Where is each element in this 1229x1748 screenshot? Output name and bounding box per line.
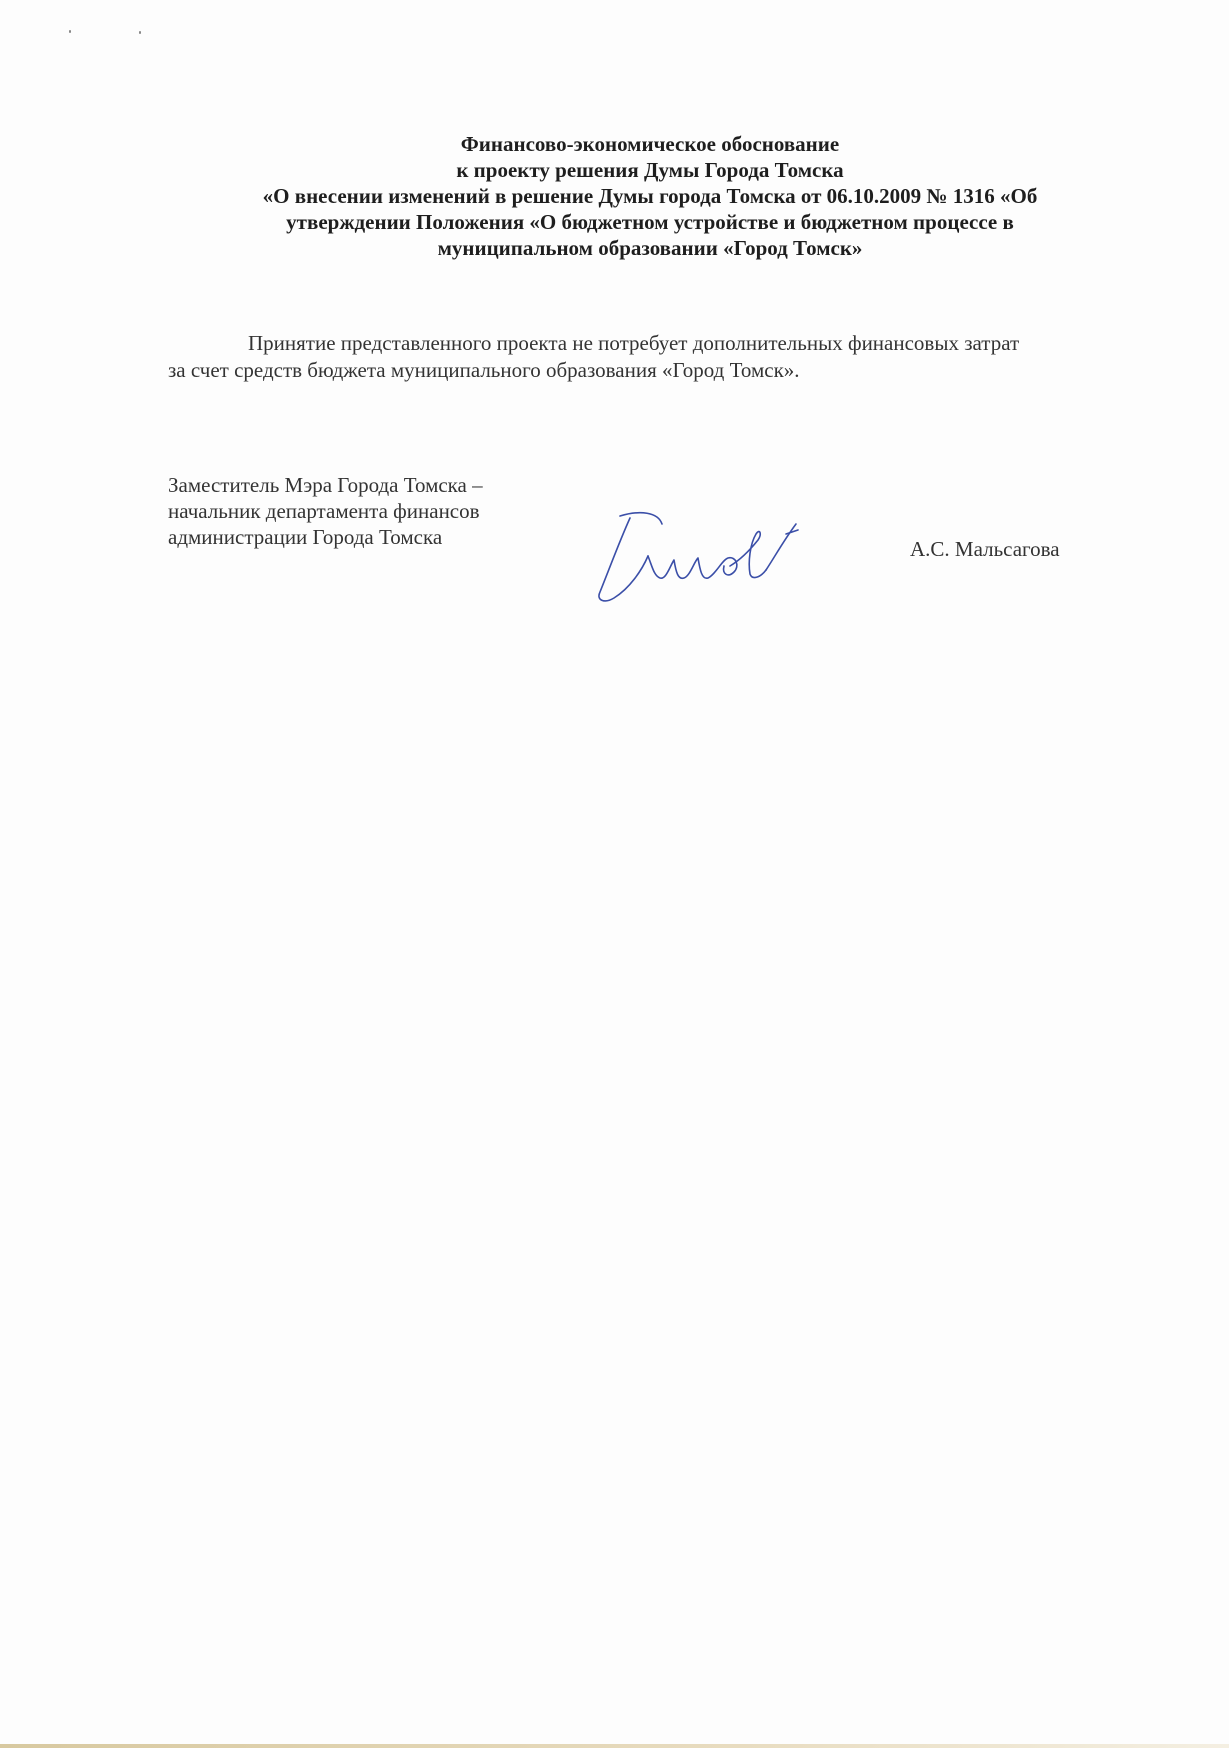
position-line-2: начальник департамента финансов [168,499,480,523]
title-line-1: Финансово-экономическое обоснование [460,132,840,156]
scan-bottom-edge [0,1744,1229,1748]
title-line-4: утверждении Положения «О бюджетном устройстве и бюджетном процессе в [286,210,1014,234]
signatory-name: А.С. Мальсагова [910,537,1060,561]
body-line-1: Принятие представленного проекта не потребует дополнительных финансовых затрат [248,331,1020,355]
document-title [150,131,1150,261]
scan-speck [139,31,141,34]
position-line-3: администрации Города Томска [168,525,443,549]
body-line-2: за счет средств бюджета муниципального образования «Город Томск». [168,358,800,382]
title-line-3: «О внесении изменений в решение Думы города Томска от 06.10.2009 № 1316 «Об [262,184,1038,208]
handwritten-signature-icon [590,500,815,610]
title-line-5: муниципальном образовании «Город Томск» [437,236,863,260]
body-paragraph [168,330,1188,384]
scan-speck [69,30,71,33]
title-line-2: к проекту решения Думы Города Томска [456,158,844,182]
signatory-position [168,472,483,550]
position-line-1: Заместитель Мэра Города Томска – [168,473,483,497]
